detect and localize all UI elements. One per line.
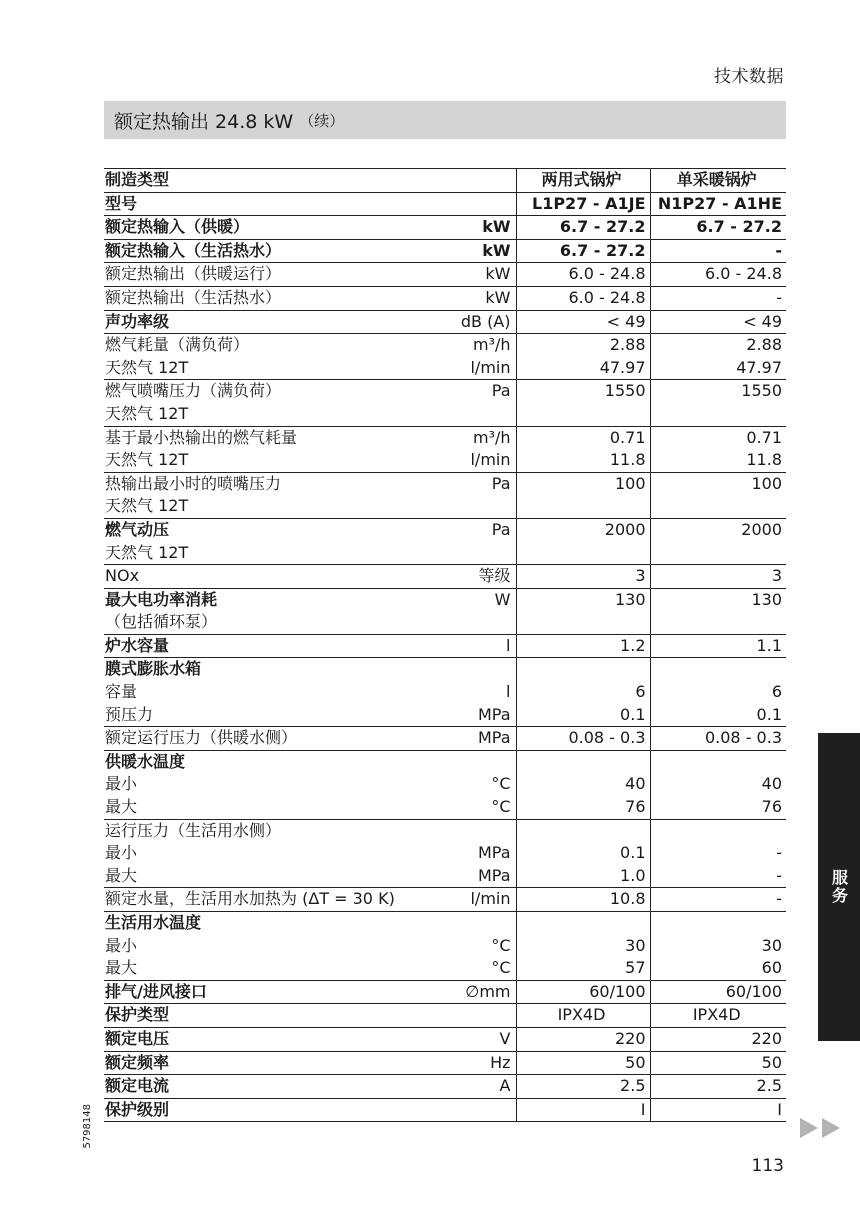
value-cell-heating-only <box>650 495 786 518</box>
spec-label: NOx <box>105 566 140 586</box>
value-cell-combi: 11.8 <box>516 449 650 472</box>
spec-cell <box>104 796 516 819</box>
page-number: 113 <box>751 1156 784 1176</box>
spec-unit: MPa <box>477 728 511 748</box>
spec-unit: °C <box>491 958 511 978</box>
value-cell-combi <box>516 912 650 935</box>
spec-label: 制造类型 <box>105 170 170 189</box>
table-row <box>104 588 786 611</box>
value-cell-heating-only: 2.88 <box>650 334 786 357</box>
spec-unit: m³/h <box>472 335 511 355</box>
spec-label: 最大 <box>105 797 138 817</box>
table-row <box>104 1098 786 1122</box>
spec-label: 基于最小热输出的燃气耗量 <box>105 427 298 447</box>
table-row <box>104 310 786 334</box>
value-cell-heating-only: - <box>650 865 786 888</box>
value-cell-heating-only <box>650 750 786 773</box>
spec-label: 声功率级 <box>105 311 170 331</box>
table-row <box>104 1004 786 1028</box>
spec-unit: l/min <box>470 357 511 377</box>
spec-cell <box>104 957 516 980</box>
table-row <box>104 773 786 796</box>
spec-label: 热输出最小时的喷嘴压力 <box>105 473 282 493</box>
table-row <box>104 704 786 727</box>
technical-data-table <box>104 168 786 1122</box>
section-header: 技术数据 <box>714 67 784 87</box>
value-cell-combi: 6.7 - 27.2 <box>516 239 650 263</box>
chapter-tab[interactable] <box>818 733 860 1041</box>
spec-unit: kW <box>485 264 511 284</box>
value-cell-combi: 57 <box>516 957 650 980</box>
value-cell-heating-only: 3 <box>650 565 786 589</box>
spec-cell <box>104 380 516 403</box>
spec-label: 天然气 12T <box>105 542 189 562</box>
spec-label: 额定热输出（供暖运行） <box>105 264 282 284</box>
value-cell-combi: < 49 <box>516 310 650 334</box>
table-row <box>104 472 786 495</box>
spec-label: 额定电压 <box>105 1028 170 1048</box>
value-cell-combi: 10.8 <box>516 888 650 912</box>
table-row <box>104 263 786 287</box>
spec-cell <box>104 310 516 334</box>
table-row <box>104 980 786 1004</box>
spec-unit: m³/h <box>472 427 511 447</box>
value-cell-heating-only: - <box>650 286 786 310</box>
table-row <box>104 403 786 426</box>
spec-cell <box>104 216 516 240</box>
spec-cell <box>104 819 516 842</box>
table-row <box>104 334 786 357</box>
spec-unit: MPa <box>477 704 511 724</box>
spec-label: 天然气 12T <box>105 450 189 470</box>
spec-cell <box>104 588 516 611</box>
spec-unit: kW <box>482 217 511 237</box>
table-row <box>104 658 786 681</box>
table-row <box>104 286 786 310</box>
spec-label: 燃气动压 <box>105 519 170 539</box>
spec-unit: Pa <box>491 519 511 539</box>
spec-label: 容量 <box>105 682 138 702</box>
spec-cell <box>104 912 516 935</box>
value-cell-combi: 1550 <box>516 380 650 403</box>
value-cell-combi: 1.2 <box>516 634 650 658</box>
table-row <box>104 819 786 842</box>
value-cell-combi: 0.08 - 0.3 <box>516 727 650 751</box>
table-row <box>104 611 786 634</box>
value-cell-combi: 50 <box>516 1051 650 1075</box>
value-cell-combi: 40 <box>516 773 650 796</box>
value-cell-combi: IPX4D <box>516 1004 650 1028</box>
value-cell-heating-only: - <box>650 842 786 865</box>
value-cell-heating-only: 11.8 <box>650 449 786 472</box>
spec-label: 炉水容量 <box>105 635 170 655</box>
value-cell-combi <box>516 819 650 842</box>
double-arrow-right-icon[interactable] <box>800 1116 846 1140</box>
spec-cell <box>104 1098 516 1122</box>
value-cell-heating-only: 0.1 <box>650 704 786 727</box>
spec-unit: kW <box>485 287 511 307</box>
table-row <box>104 565 786 589</box>
value-cell-combi: 2.5 <box>516 1075 650 1099</box>
table-row <box>104 1051 786 1075</box>
chapter-tab-label: 服务 <box>829 869 849 905</box>
spec-label: 保护类型 <box>105 1005 170 1025</box>
value-cell-heating-only: 6.0 - 24.8 <box>650 263 786 287</box>
spec-cell <box>104 334 516 357</box>
value-cell-combi: L1P27 - A1JE <box>516 192 650 216</box>
table-row <box>104 357 786 380</box>
table-row <box>104 865 786 888</box>
value-cell-heating-only: 单采暖锅炉 <box>650 169 786 193</box>
value-cell-heating-only <box>650 542 786 565</box>
spec-cell <box>104 403 516 426</box>
spec-label: 天然气 12T <box>105 357 189 377</box>
spec-unit: V <box>499 1028 511 1048</box>
spec-label: 额定电流 <box>105 1076 170 1096</box>
value-cell-heating-only <box>650 819 786 842</box>
value-cell-combi: 30 <box>516 935 650 958</box>
value-cell-combi <box>516 403 650 426</box>
value-cell-heating-only: 47.97 <box>650 357 786 380</box>
value-cell-combi <box>516 658 650 681</box>
table-row <box>104 495 786 518</box>
value-cell-heating-only <box>650 912 786 935</box>
value-cell-combi: 6 <box>516 681 650 704</box>
spec-cell <box>104 773 516 796</box>
page-title: 额定热输出 24.8 kW <box>114 110 294 133</box>
spec-label: 最大电功率消耗 <box>105 589 218 609</box>
value-cell-combi: 0.71 <box>516 426 650 449</box>
value-cell-combi: 6.7 - 27.2 <box>516 216 650 240</box>
value-cell-heating-only: - <box>650 239 786 263</box>
value-cell-heating-only: 2000 <box>650 518 786 541</box>
table-row <box>104 1075 786 1099</box>
spec-cell <box>104 565 516 589</box>
spec-label: 最小 <box>105 843 138 863</box>
spec-cell <box>104 1075 516 1099</box>
value-cell-heating-only <box>650 611 786 634</box>
spec-unit: l/min <box>470 450 511 470</box>
spec-label: 天然气 12T <box>105 403 189 423</box>
table-row <box>104 727 786 751</box>
value-cell-combi: 6.0 - 24.8 <box>516 286 650 310</box>
page-title-suffix: （续） <box>299 111 345 130</box>
table-row <box>104 449 786 472</box>
table-row <box>104 935 786 958</box>
spec-unit: Pa <box>491 381 511 401</box>
spec-cell <box>104 1027 516 1051</box>
value-cell-heating-only: 40 <box>650 773 786 796</box>
spec-label: 最大 <box>105 958 138 978</box>
spec-cell <box>104 727 516 751</box>
value-cell-heating-only <box>650 403 786 426</box>
spec-unit: l <box>506 682 511 702</box>
value-cell-combi: 1.0 <box>516 865 650 888</box>
document-number: 5798148 <box>82 1104 93 1149</box>
value-cell-combi: 两用式锅炉 <box>516 169 650 193</box>
spec-unit: MPa <box>477 865 511 885</box>
value-cell-combi <box>516 542 650 565</box>
spec-cell <box>104 935 516 958</box>
spec-label: 燃气耗量（满负荷） <box>105 335 250 355</box>
spec-unit: Hz <box>490 1052 511 1072</box>
table-row <box>104 634 786 658</box>
table-row <box>104 888 786 912</box>
spec-label: 额定水量，生活用水加热为 (ΔT = 30 K) <box>105 889 395 909</box>
spec-cell <box>104 1051 516 1075</box>
spec-cell <box>104 704 516 727</box>
value-cell-combi: 3 <box>516 565 650 589</box>
table-row <box>104 216 786 240</box>
value-cell-heating-only: 0.71 <box>650 426 786 449</box>
value-cell-heating-only: 1550 <box>650 380 786 403</box>
spec-cell <box>104 888 516 912</box>
spec-cell <box>104 472 516 495</box>
spec-cell <box>104 842 516 865</box>
spec-unit: ∅mm <box>465 981 511 1001</box>
spec-label: （包括循环泵） <box>105 612 218 632</box>
value-cell-heating-only: < 49 <box>650 310 786 334</box>
spec-cell <box>104 634 516 658</box>
value-cell-heating-only: 6.7 - 27.2 <box>650 216 786 240</box>
table-row <box>104 542 786 565</box>
table-row <box>104 192 786 216</box>
spec-cell <box>104 518 516 541</box>
value-cell-heating-only: 1.1 <box>650 634 786 658</box>
spec-label: 额定热输入（生活热水） <box>105 240 282 260</box>
value-cell-combi: 100 <box>516 472 650 495</box>
value-cell-combi: 60/100 <box>516 980 650 1004</box>
spec-label: 生活用水温度 <box>105 913 202 932</box>
value-cell-heating-only: 130 <box>650 588 786 611</box>
spec-cell <box>104 192 516 216</box>
value-cell-heating-only: 0.08 - 0.3 <box>650 727 786 751</box>
spec-label: 预压力 <box>105 704 154 724</box>
value-cell-combi: 130 <box>516 588 650 611</box>
spec-cell <box>104 658 516 681</box>
table-row <box>104 169 786 193</box>
value-cell-combi: 0.1 <box>516 704 650 727</box>
value-cell-heating-only: I <box>650 1098 786 1122</box>
spec-unit: W <box>494 589 511 609</box>
spec-cell <box>104 239 516 263</box>
value-cell-combi <box>516 611 650 634</box>
spec-unit: A <box>499 1076 511 1096</box>
value-cell-heating-only: IPX4D <box>650 1004 786 1028</box>
spec-unit: dB (A) <box>460 311 511 331</box>
value-cell-heating-only: N1P27 - A1HE <box>650 192 786 216</box>
value-cell-heating-only: 220 <box>650 1027 786 1051</box>
table-row <box>104 842 786 865</box>
value-cell-combi: 220 <box>516 1027 650 1051</box>
spec-label: 保护级别 <box>105 1099 170 1119</box>
value-cell-combi <box>516 495 650 518</box>
value-cell-heating-only: - <box>650 888 786 912</box>
value-cell-combi: 2.88 <box>516 334 650 357</box>
value-cell-combi: 47.97 <box>516 357 650 380</box>
value-cell-heating-only: 2.5 <box>650 1075 786 1099</box>
value-cell-combi: 6.0 - 24.8 <box>516 263 650 287</box>
value-cell-heating-only <box>650 658 786 681</box>
spec-label: 膜式膨胀水箱 <box>105 659 202 679</box>
section-title-bar <box>104 101 786 139</box>
value-cell-heating-only: 30 <box>650 935 786 958</box>
spec-cell <box>104 980 516 1004</box>
spec-cell <box>104 169 516 193</box>
spec-label: 运行压力（生活用水侧） <box>105 820 282 840</box>
value-cell-heating-only: 100 <box>650 472 786 495</box>
spec-cell <box>104 611 516 634</box>
spec-label: 额定运行压力（供暖水侧） <box>105 728 298 748</box>
spec-unit: MPa <box>477 843 511 863</box>
spec-cell <box>104 449 516 472</box>
value-cell-combi: 2000 <box>516 518 650 541</box>
table-row <box>104 426 786 449</box>
spec-cell <box>104 263 516 287</box>
value-cell-heating-only: 60/100 <box>650 980 786 1004</box>
table-row <box>104 239 786 263</box>
value-cell-heating-only: 50 <box>650 1051 786 1075</box>
spec-label: 额定频率 <box>105 1052 170 1072</box>
spec-unit: 等级 <box>478 566 511 586</box>
spec-cell <box>104 426 516 449</box>
spec-cell <box>104 750 516 773</box>
value-cell-heating-only: 60 <box>650 957 786 980</box>
value-cell-heating-only: 76 <box>650 796 786 819</box>
table-row <box>104 1027 786 1051</box>
spec-unit: °C <box>491 935 511 955</box>
spec-label: 最大 <box>105 865 138 885</box>
value-cell-combi: I <box>516 1098 650 1122</box>
spec-label: 供暖水温度 <box>105 751 186 771</box>
spec-label: 额定热输入（供暖） <box>105 217 250 237</box>
table-row <box>104 681 786 704</box>
spec-unit: l <box>506 635 511 655</box>
spec-label: 天然气 12T <box>105 496 189 516</box>
spec-label: 最小 <box>105 774 138 794</box>
spec-cell <box>104 865 516 888</box>
value-cell-heating-only: 6 <box>650 681 786 704</box>
spec-unit: Pa <box>491 473 511 493</box>
spec-cell <box>104 542 516 565</box>
table-row <box>104 750 786 773</box>
spec-unit: °C <box>491 797 511 817</box>
spec-cell <box>104 495 516 518</box>
spec-label: 型号 <box>105 193 138 213</box>
spec-cell <box>104 681 516 704</box>
table-row <box>104 380 786 403</box>
table-row <box>104 912 786 935</box>
spec-label: 燃气喷嘴压力（满负荷） <box>105 381 282 401</box>
table-row <box>104 796 786 819</box>
value-cell-combi: 0.1 <box>516 842 650 865</box>
table-row <box>104 957 786 980</box>
spec-cell <box>104 1004 516 1028</box>
spec-unit: °C <box>491 774 511 794</box>
spec-unit: kW <box>482 240 511 260</box>
value-cell-combi <box>516 750 650 773</box>
spec-unit: l/min <box>470 889 511 909</box>
spec-cell <box>104 286 516 310</box>
spec-cell <box>104 357 516 380</box>
spec-label: 排气/进风接口 <box>105 981 207 1001</box>
table-row <box>104 518 786 541</box>
value-cell-combi: 76 <box>516 796 650 819</box>
spec-label: 最小 <box>105 935 138 955</box>
spec-label: 额定热输出（生活热水） <box>105 287 282 307</box>
